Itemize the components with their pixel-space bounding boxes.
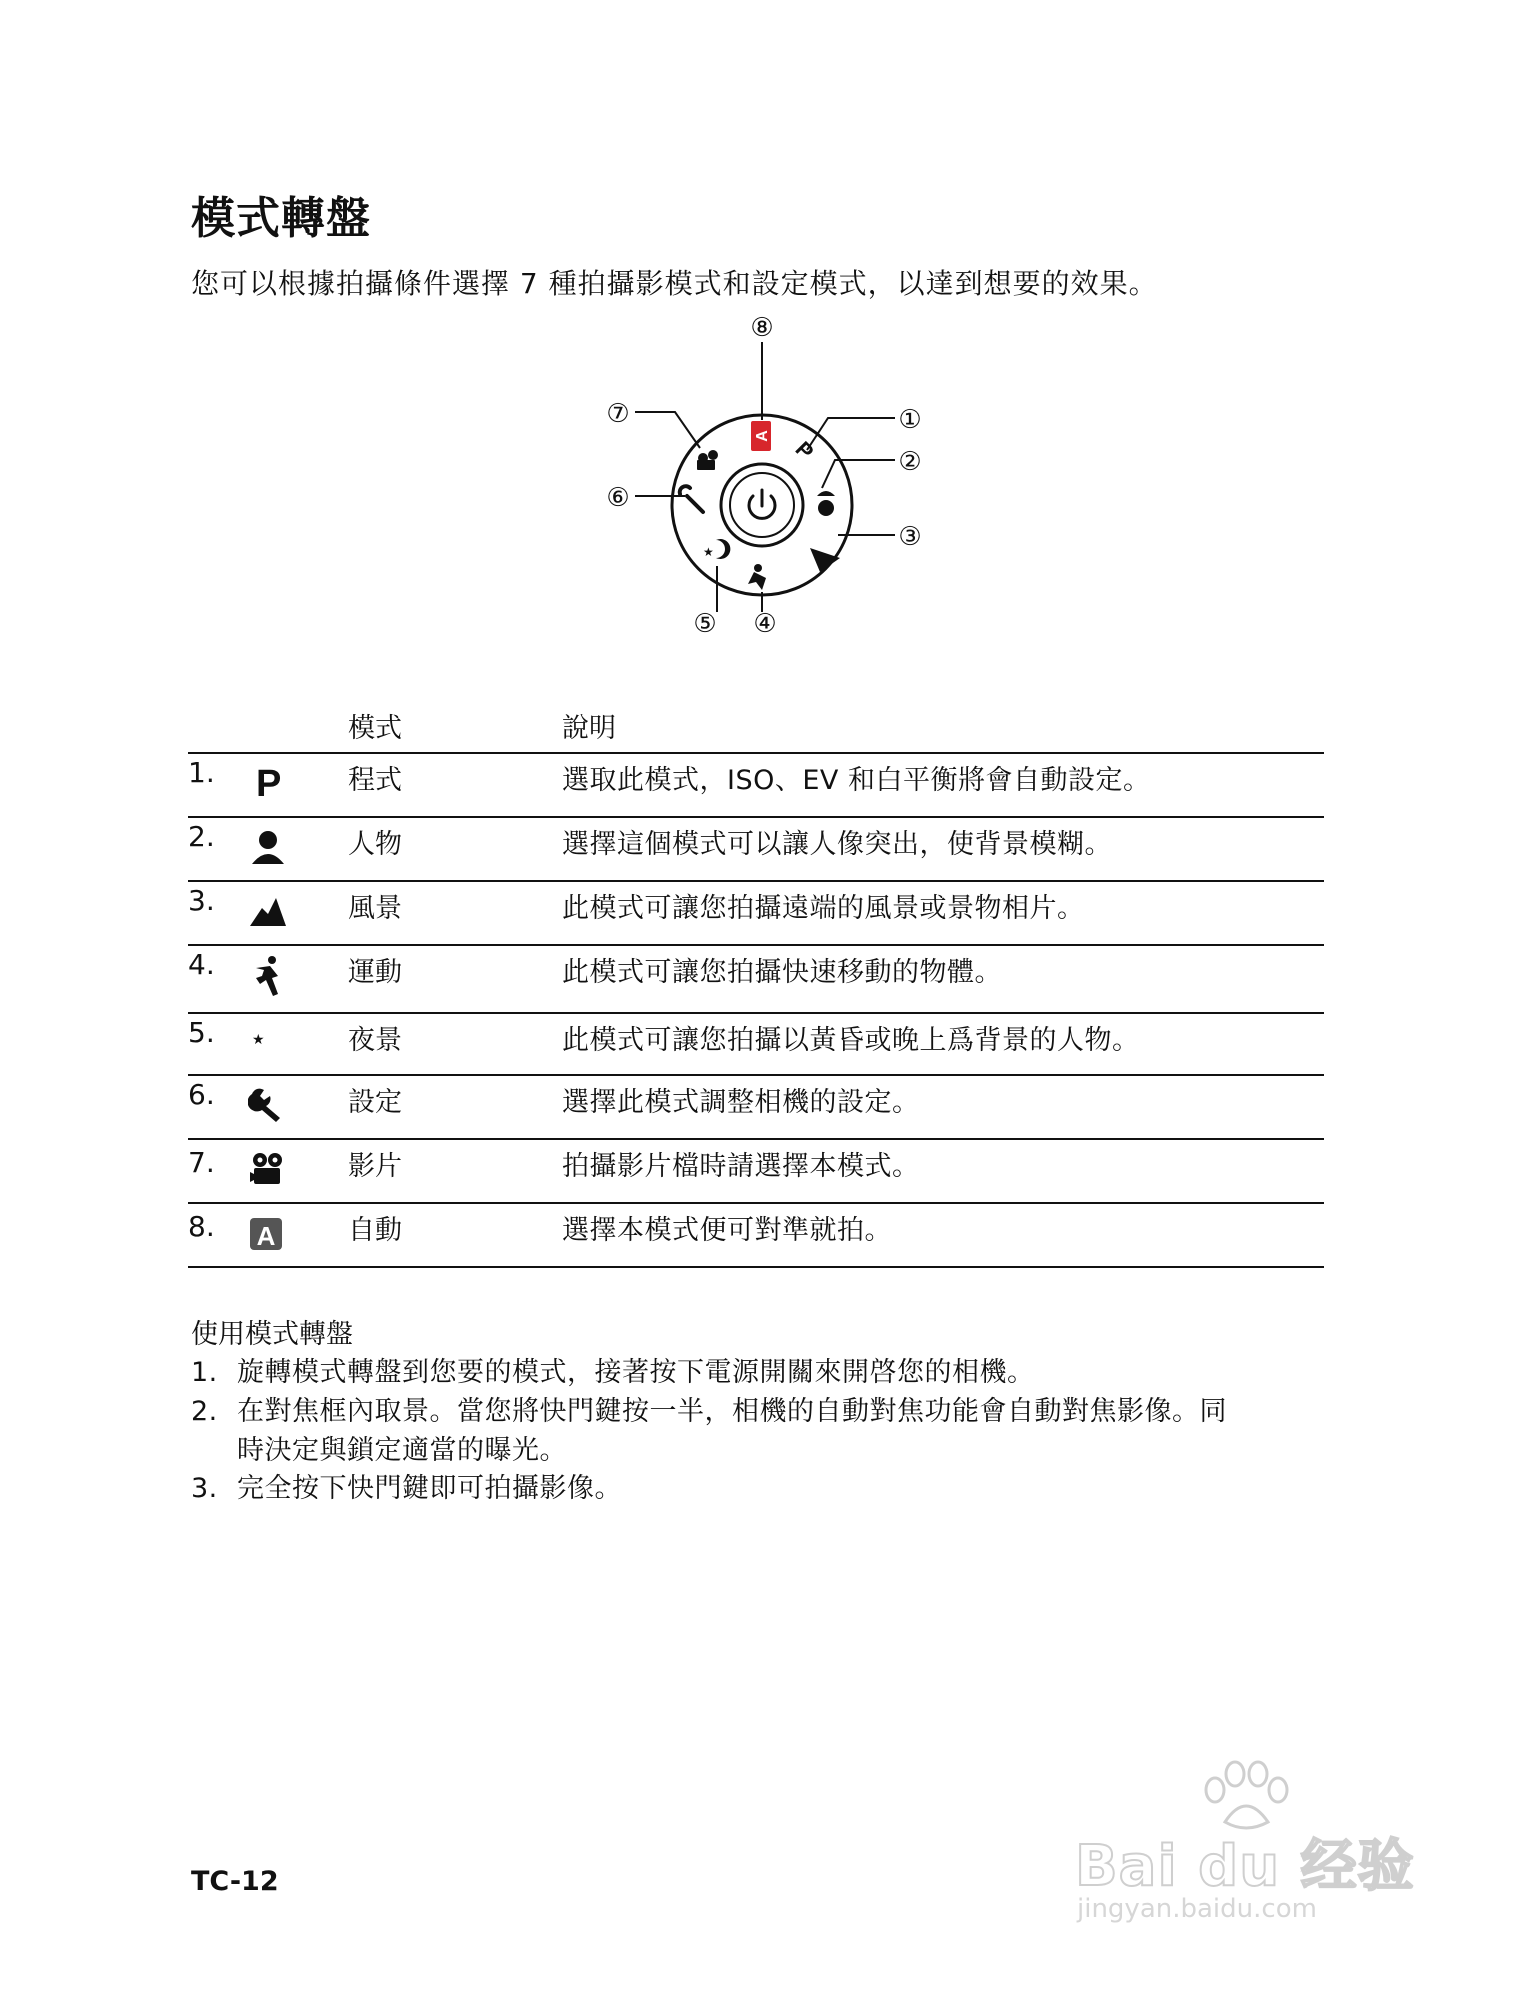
callout-1: ① xyxy=(898,405,922,435)
mode-name: 運動 xyxy=(348,957,402,988)
mode-description: 選取此模式，ISO、EV 和白平衡將會自動設定。 xyxy=(562,765,1151,796)
row-number: 1. xyxy=(188,756,215,789)
program-icon xyxy=(248,762,288,802)
dial-landscape-icon xyxy=(810,548,840,572)
dial-program-icon xyxy=(791,436,819,464)
mode-description: 此模式可讓您拍攝遠端的風景或景物相片。 xyxy=(562,893,1085,924)
landscape-icon xyxy=(248,892,288,932)
watermark-url: jingyan.baidu.com xyxy=(1077,1894,1317,1924)
table-row xyxy=(188,948,1324,1010)
usage-step xyxy=(191,1389,1227,1428)
leader-line-1 xyxy=(807,418,895,450)
mode-description: 選擇本模式便可對準就拍。 xyxy=(562,1215,892,1246)
table-header-desc: 說明 xyxy=(562,713,616,744)
mode-name: 程式 xyxy=(348,765,402,796)
dial-portrait-icon xyxy=(817,491,835,516)
wrench-icon xyxy=(248,1084,288,1124)
night-icon xyxy=(248,1022,288,1062)
table-rule xyxy=(188,752,1324,754)
usage-title: 使用模式轉盤 xyxy=(191,1319,353,1350)
movie-camera-icon xyxy=(248,1150,288,1190)
row-number: 7. xyxy=(188,1146,215,1179)
mode-name: 影片 xyxy=(348,1151,402,1182)
intro-paragraph: 您可以根據拍攝條件選擇 7 種拍攝影模式和設定模式，以達到想要的效果。 xyxy=(191,267,1158,300)
usage-step xyxy=(191,1350,1035,1389)
mode-description: 選擇這個模式可以讓人像突出，使背景模糊。 xyxy=(562,829,1112,860)
table-row xyxy=(188,1016,1324,1078)
table-rule xyxy=(188,1074,1324,1076)
svg-text:P: P xyxy=(256,763,282,802)
step-text: 在對焦框內取景。當您將快門鍵按一半，相機的自動對焦功能會自動對焦影像。同 xyxy=(237,1396,1227,1427)
table-rule xyxy=(188,1202,1324,1204)
dial-wrench-icon xyxy=(680,486,703,512)
row-number: 6. xyxy=(188,1078,215,1111)
table-rule xyxy=(188,1012,1324,1014)
table-row xyxy=(188,1142,1324,1204)
callout-7: ⑦ xyxy=(606,399,630,429)
row-number: 8. xyxy=(188,1210,215,1243)
leader-line-7 xyxy=(635,412,700,448)
step-number: 2. xyxy=(191,1396,218,1427)
mode-description: 選擇此模式調整相機的設定。 xyxy=(562,1087,920,1118)
table-row xyxy=(188,1078,1324,1140)
sports-icon xyxy=(248,954,288,994)
callout-6: ⑥ xyxy=(606,483,630,513)
baidu-watermark xyxy=(1075,1760,1435,1930)
step-text: 旋轉模式轉盤到您要的模式，接著按下電源開關來開啓您的相機。 xyxy=(237,1357,1035,1388)
dial-sports-icon xyxy=(748,564,766,590)
table-rule xyxy=(188,880,1324,882)
page-number: TC-12 xyxy=(191,1866,279,1897)
step-number: 3. xyxy=(191,1473,218,1504)
mode-description: 拍攝影片檔時請選擇本模式。 xyxy=(562,1151,920,1182)
callout-4: ④ xyxy=(753,609,777,639)
svg-text:P: P xyxy=(790,436,819,465)
mode-name: 人物 xyxy=(348,829,402,860)
page-title: 模式轉盤 xyxy=(191,193,371,244)
row-number: 4. xyxy=(188,948,215,981)
callout-3: ③ xyxy=(898,522,922,552)
table-rule xyxy=(188,1138,1324,1140)
svg-text:★: ★ xyxy=(252,1032,265,1048)
row-number: 2. xyxy=(188,820,215,853)
callout-2: ② xyxy=(898,447,922,477)
step-number: 1. xyxy=(191,1357,218,1388)
dial-movie-icon xyxy=(697,450,718,470)
mode-name: 自動 xyxy=(348,1215,402,1246)
row-number: 5. xyxy=(188,1016,215,1049)
dial-night-icon xyxy=(703,539,730,559)
paw-logo-icon xyxy=(1190,1760,1300,1830)
callout-8: ⑧ xyxy=(750,313,774,343)
mode-name: 風景 xyxy=(348,893,402,924)
svg-text:★: ★ xyxy=(703,545,714,559)
dial-auto-icon xyxy=(751,421,771,451)
mode-dial-diagram xyxy=(540,300,1000,690)
table-row xyxy=(188,884,1324,946)
portrait-icon xyxy=(248,828,288,868)
mode-description: 此模式可讓您拍攝快速移動的物體。 xyxy=(562,957,1002,988)
svg-text:A: A xyxy=(256,1221,276,1251)
usage-step xyxy=(191,1466,622,1505)
auto-icon xyxy=(248,1214,288,1254)
step-text-continuation: 時決定與鎖定適當的曝光。 xyxy=(237,1435,567,1466)
table-rule xyxy=(188,944,1324,946)
table-row xyxy=(188,756,1324,818)
table-rule xyxy=(188,1266,1324,1268)
mode-name: 夜景 xyxy=(348,1025,402,1056)
callout-5: ⑤ xyxy=(693,609,717,639)
step-text: 完全按下快門鍵即可拍攝影像。 xyxy=(237,1473,622,1504)
table-rule xyxy=(188,816,1324,818)
table-row xyxy=(188,1206,1324,1268)
table-row xyxy=(188,820,1324,882)
table-header-mode: 模式 xyxy=(348,713,402,744)
svg-text:A: A xyxy=(754,430,771,442)
mode-description: 此模式可讓您拍攝以黃昏或晚上爲背景的人物。 xyxy=(562,1025,1140,1056)
leader-line-2 xyxy=(822,460,895,488)
power-icon xyxy=(749,490,775,518)
mode-name: 設定 xyxy=(348,1087,402,1118)
watermark-brand: Bai du 经验 xyxy=(1075,1834,1415,1899)
row-number: 3. xyxy=(188,884,215,917)
